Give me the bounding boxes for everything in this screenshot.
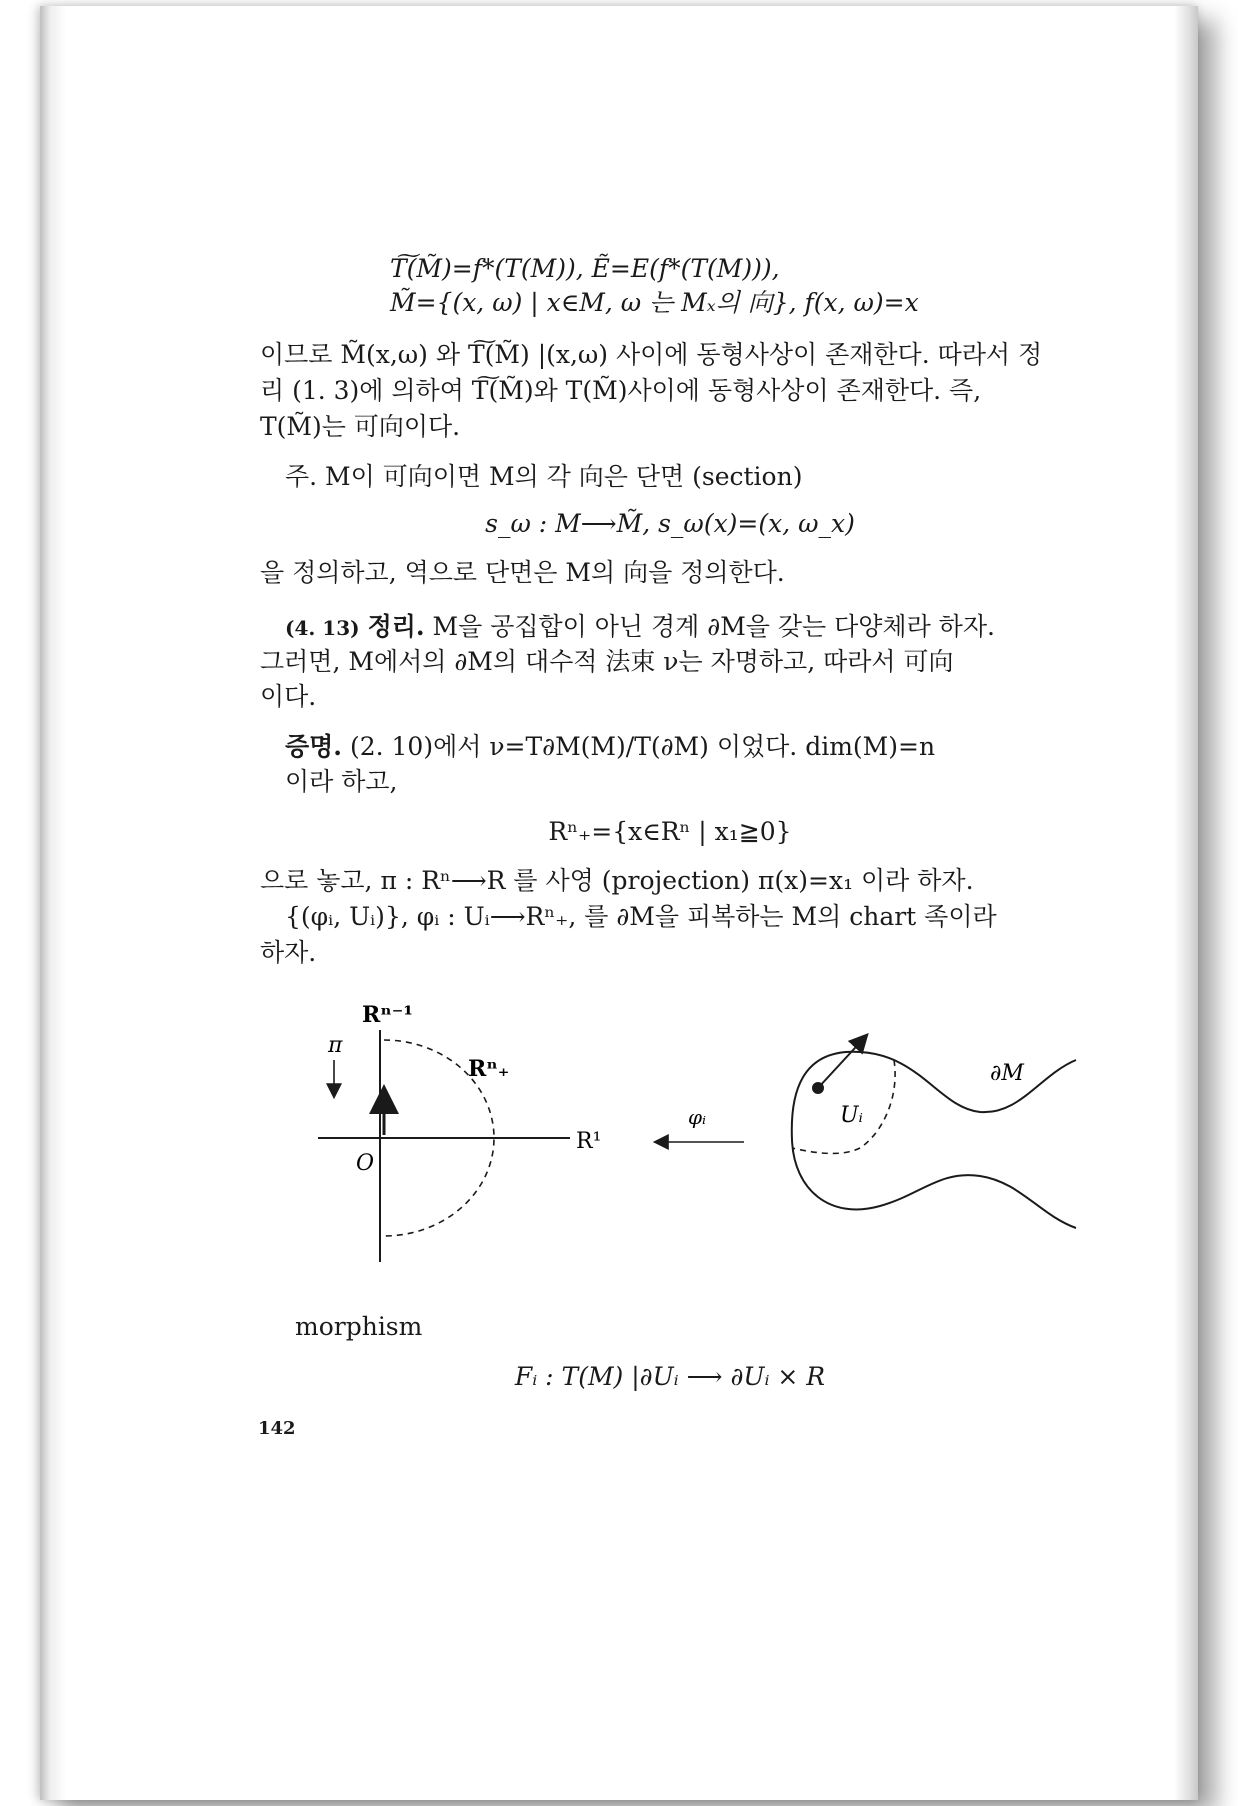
- formula-eq2: M̃={(x, ω) | x∈M, ω 는 Mₓ의 向}, f(x, ω)=x: [390, 288, 919, 317]
- label-ui: Uᵢ: [840, 1103, 863, 1128]
- formula-section-map: s_ω : M⟶M̃, s_ω(x)=(x, ω_x): [485, 509, 855, 538]
- boundary-curve: [792, 1052, 1076, 1228]
- theorem-line-1: M을 공집합이 아닌 경계 ∂M을 갖는 다양체라 하자.: [432, 612, 995, 641]
- formula-morphism-map: Fᵢ : T(M) |∂Uᵢ ⟶ ∂Uᵢ × R: [514, 1362, 826, 1391]
- theorem-line-2: 그러면, M에서의 ∂M의 대수적 法束 ν는 자명하고, 따라서 可向: [260, 647, 954, 676]
- label-r1: R¹: [576, 1129, 602, 1154]
- morphism-word: morphism: [295, 1312, 423, 1341]
- label-rn-minus-1: Rⁿ⁻¹: [362, 1002, 413, 1028]
- label-pi: π: [328, 1033, 343, 1058]
- label-phi: φᵢ: [688, 1105, 707, 1129]
- theorem-label: 정리.: [367, 612, 425, 641]
- formula-rplus: Rⁿ₊={x∈Rⁿ | x₁≧0}: [548, 817, 792, 846]
- note-line-2: 을 정의하고, 역으로 단면은 M의 向을 정의한다.: [260, 558, 785, 587]
- paragraph-1-line-3: T(M̃)는 可向이다.: [260, 412, 461, 441]
- outward-normal-arrow: [818, 1036, 866, 1088]
- theorem-number: (4. 13): [285, 616, 360, 640]
- proof-label: 증명.: [285, 732, 343, 761]
- formula-eq1: T͠(M̃)=f*(T(M)), Ẽ=E(f*(T(M))),: [390, 254, 780, 283]
- proof-line-1: (2. 10)에서 ν=T∂M(M)/T(∂M) 이었다. dim(M)=n: [349, 732, 936, 761]
- paragraph-1-line-2: 리 (1. 3)에 의하여 T͠(M̃)와 T(M̃)사이에 동형사상이 존재한다. 즉,: [260, 376, 982, 405]
- note-line-1: 주. M이 可向이면 M의 각 向은 단면 (section): [285, 462, 803, 491]
- chart-line-1: {(φᵢ, Uᵢ)}, φᵢ : Uᵢ⟶Rⁿ₊, 를 ∂M을 피복하는 M의 chart 족이라: [285, 902, 997, 931]
- label-origin: O: [356, 1151, 375, 1176]
- paragraph-1-line-1: 이므로 M̃(x,ω) 와 T͠(M̃) |(x,ω) 사이에 동형사상이 존재한다. 따라서 정: [260, 340, 1043, 369]
- page-number: 142: [258, 1418, 296, 1439]
- proof-line-2: 이라 하고,: [285, 767, 398, 796]
- theorem-line-3: 이다.: [260, 682, 317, 711]
- label-rn-plus: Rⁿ₊: [468, 1056, 510, 1082]
- label-boundary-dm: ∂M: [990, 1061, 1024, 1086]
- projection-line: 으로 놓고, π : Rⁿ⟶R 를 사영 (projection) π(x)=x₁ 이라 하자.: [260, 866, 974, 895]
- chart-line-2: 하자.: [260, 938, 317, 967]
